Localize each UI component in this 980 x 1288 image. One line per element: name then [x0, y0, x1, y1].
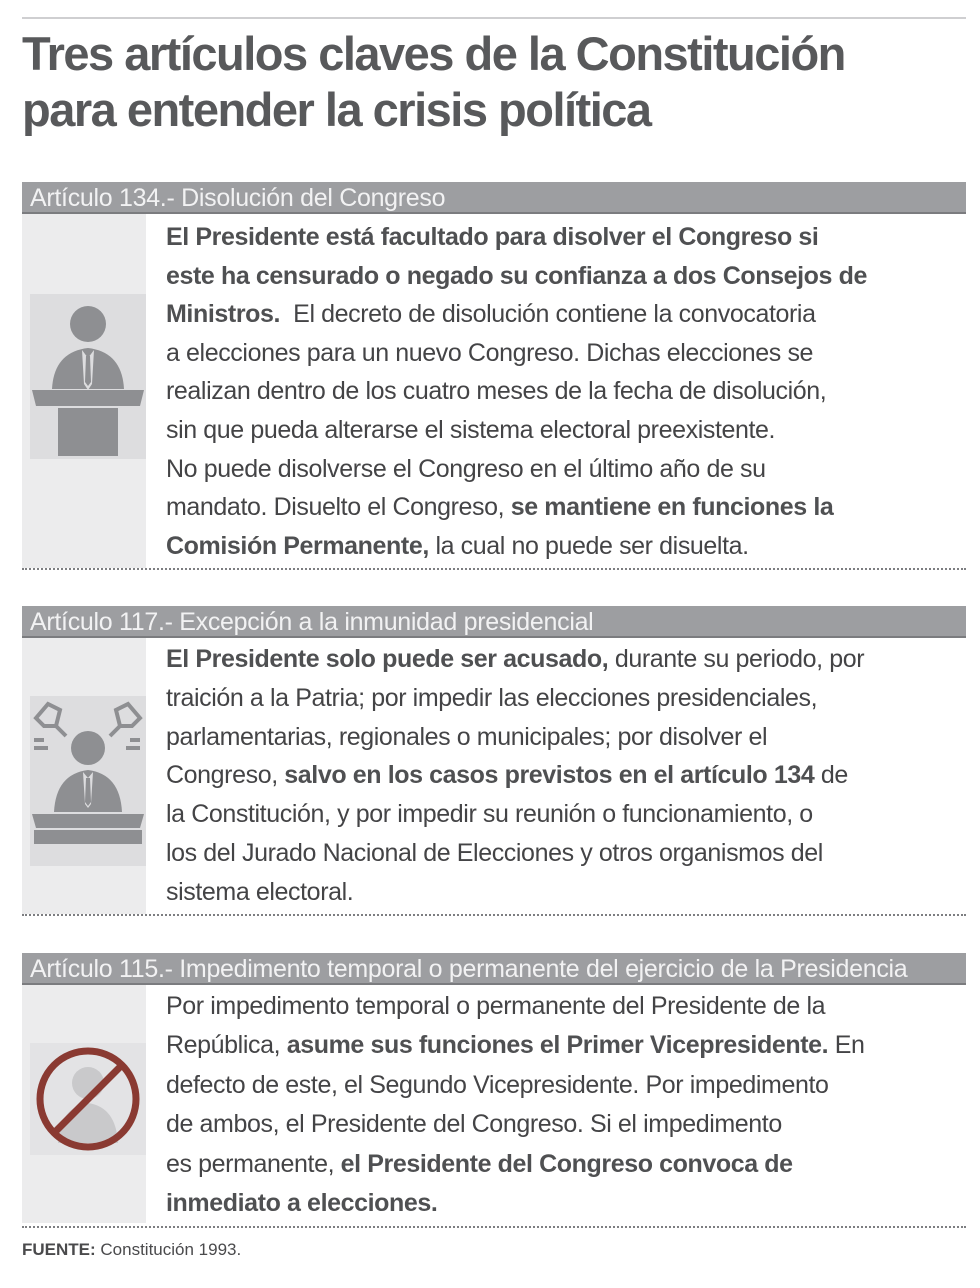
text-run: realizan dentro de los cuatro meses de la fecha de disolución,	[166, 377, 827, 406]
text-line	[166, 450, 962, 489]
prohibited-person-icon	[30, 1043, 146, 1155]
article-text	[146, 214, 966, 568]
text-run: durante su periodo, por	[608, 645, 865, 673]
top-rule	[22, 17, 966, 19]
bold-run: salvo en los casos previstos en el artículo 134	[284, 761, 815, 790]
section-divider	[22, 568, 966, 570]
text-line	[166, 640, 962, 679]
text-line	[166, 756, 962, 795]
text-run: la cual no puede ser disuelta.	[428, 531, 749, 560]
text-line	[166, 1184, 962, 1223]
article-115-section	[22, 953, 966, 1223]
text-line	[166, 718, 962, 757]
article-134-section	[22, 182, 966, 570]
text-line	[166, 795, 962, 834]
article-text	[146, 638, 966, 914]
text-run: No puede disolverse el Congreso en el último año de su	[166, 454, 766, 483]
title-line-2: para entender la crisis política	[22, 83, 651, 136]
bold-run: Comisión Permanente,	[166, 531, 429, 560]
page-title	[22, 26, 966, 138]
text-run: sistema electoral.	[166, 877, 354, 906]
text-line	[166, 987, 962, 1026]
bold-run: el Presidente del Congreso convoca de	[340, 1149, 793, 1178]
article-heading: Artículo 117.- Excepción a la inmunidad presidencial	[22, 606, 966, 638]
source-note	[22, 1240, 241, 1260]
bottom-divider	[22, 1226, 966, 1228]
text-run: Por impedimento temporal o permanente del Presidente de la	[166, 992, 826, 1020]
text-run: defecto de este, el Segundo Vicepresidente. Por impedimento	[166, 1070, 829, 1099]
text-line	[166, 218, 962, 257]
accused-president-icon	[30, 696, 146, 866]
bold-run: asume sus funciones el Primer Vicepresidente.	[286, 1031, 829, 1060]
icon-column	[22, 638, 146, 914]
text-run: sin que pueda alterarse el sistema electoral preexistente.	[166, 415, 776, 444]
article-heading: Artículo 115.- Impedimento temporal o permanente del ejercicio de la Presidencia	[22, 953, 966, 985]
source-label: FUENTE:	[22, 1240, 96, 1259]
text-line	[166, 1105, 962, 1144]
article-117-section	[22, 606, 966, 916]
text-line	[166, 372, 962, 411]
bold-run: inmediato a elecciones.	[166, 1189, 438, 1218]
bold-run: El Presidente solo puede ser acusado,	[166, 645, 609, 673]
text-line	[166, 488, 962, 527]
source-text: Constitución 1993.	[95, 1240, 242, 1259]
text-line	[166, 1026, 962, 1065]
text-run: mandato. Disuelto el Congreso,	[166, 493, 511, 522]
text-run: de ambos, el Presidente del Congreso. Si el impedimento	[166, 1110, 782, 1139]
president-podium-icon	[30, 294, 146, 459]
text-run: de	[814, 761, 848, 790]
bold-run: El Presidente está facultado para disolver el Congreso si	[166, 223, 819, 251]
icon-column	[22, 214, 146, 568]
text-run: República,	[166, 1031, 287, 1060]
text-line	[166, 834, 962, 873]
text-run: es permanente,	[166, 1149, 341, 1178]
text-run: Congreso,	[166, 761, 285, 790]
icon-column	[22, 985, 146, 1223]
text-line	[166, 295, 962, 334]
bold-run: se mantiene en funciones la	[510, 493, 834, 522]
text-run: los del Jurado Nacional de Elecciones y otros organismos del	[166, 838, 823, 867]
text-line	[166, 873, 962, 912]
text-run: parlamentarias, regionales o municipales; por disolver el	[166, 722, 768, 751]
text-line	[166, 334, 962, 373]
bold-run: Ministros.	[166, 300, 281, 329]
text-run: traición a la Patria; por impedir las elecciones presidenciales,	[166, 683, 818, 712]
text-run: a elecciones para un nuevo Congreso. Dichas elecciones se	[166, 338, 814, 367]
text-line	[166, 1145, 962, 1184]
text-line	[166, 411, 962, 450]
title-line-1: Tres artículos claves de la Constitución	[22, 27, 845, 80]
article-text	[146, 985, 966, 1223]
text-line	[166, 1066, 962, 1105]
text-line	[166, 257, 962, 296]
bold-run: este ha censurado o negado su confianza a dos Consejos de	[166, 261, 867, 290]
text-run: En	[828, 1031, 865, 1060]
text-run: El decreto de disolución contiene la convocatoria	[280, 300, 816, 329]
text-line	[166, 527, 962, 566]
text-line	[166, 679, 962, 718]
section-divider	[22, 914, 966, 916]
article-heading: Artículo 134.- Disolución del Congreso	[22, 182, 966, 214]
text-run: la Constitución, y por impedir su reunión o funcionamiento, o	[166, 800, 813, 829]
